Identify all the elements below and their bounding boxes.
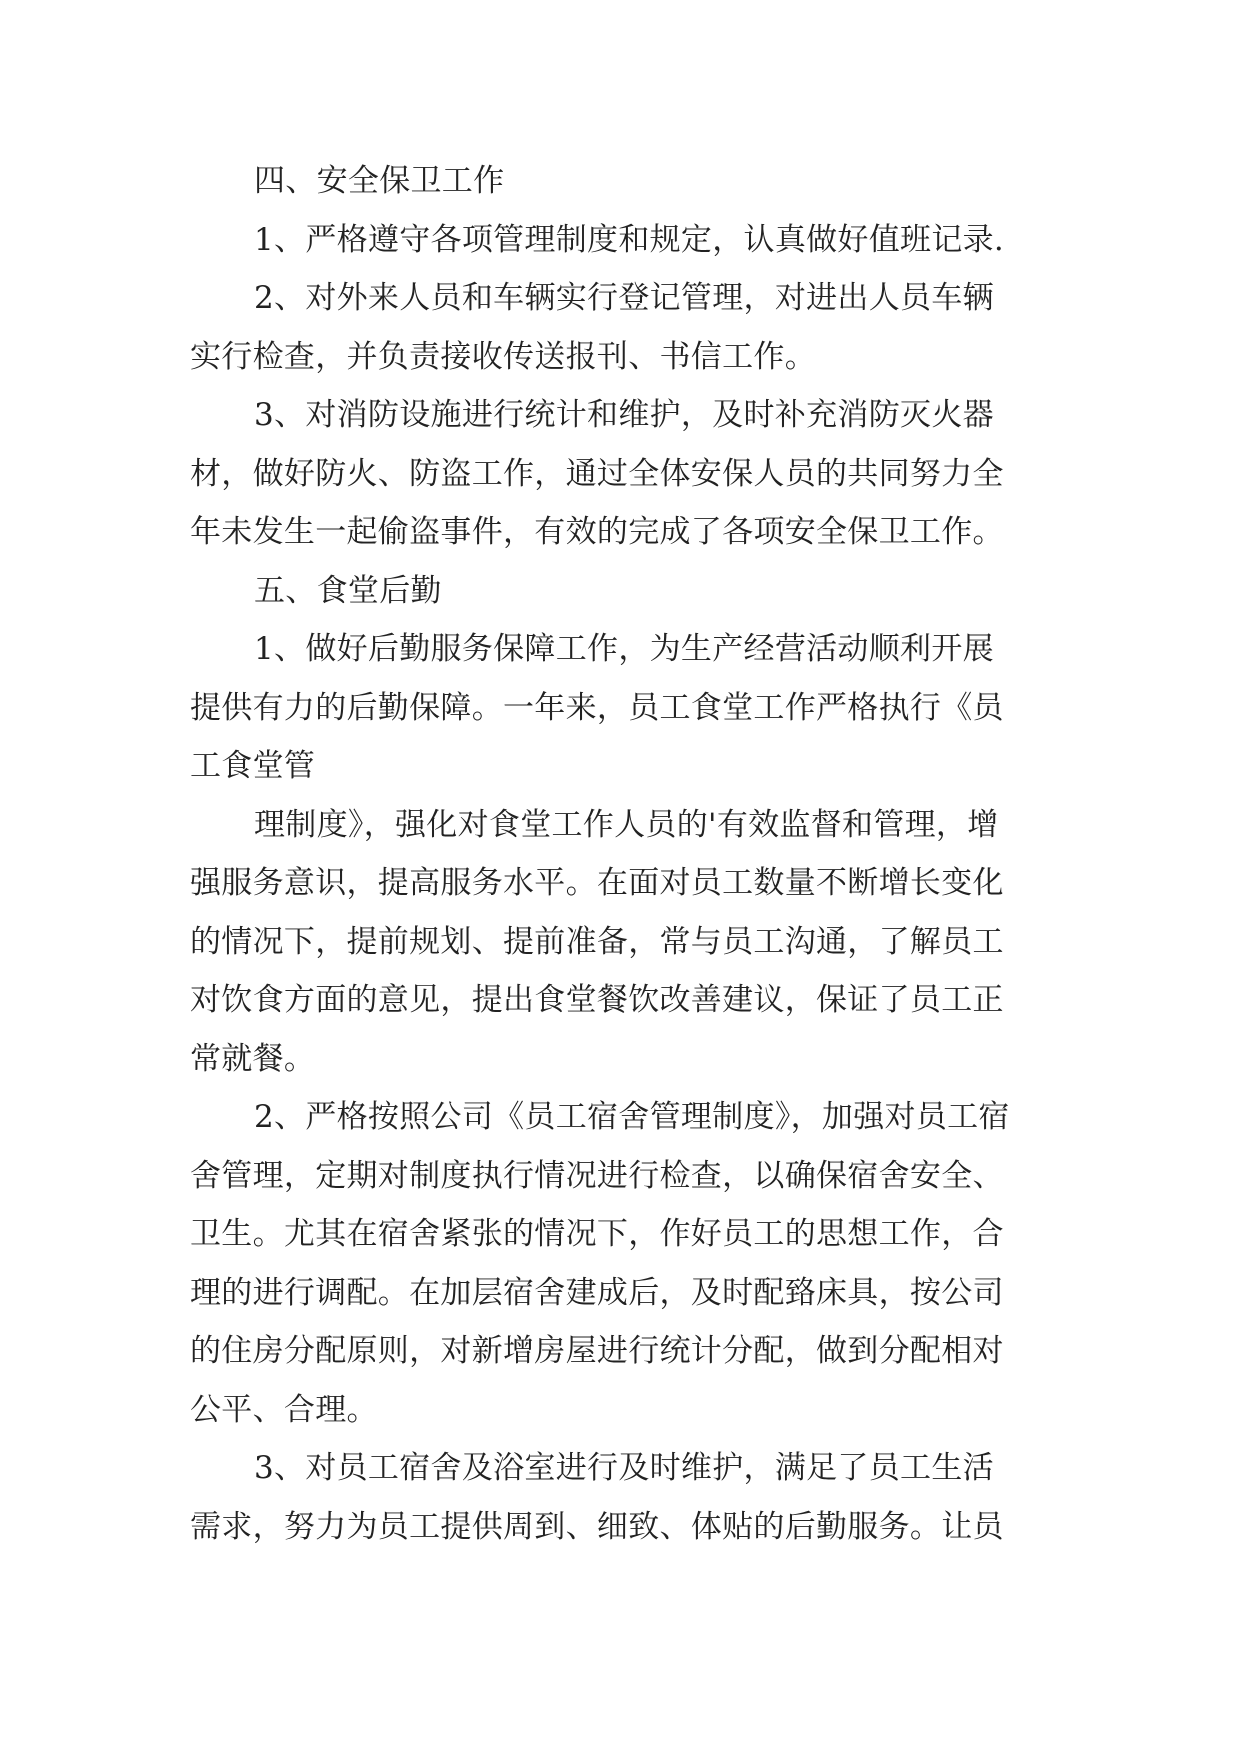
paragraph-line: 强服务意识，提高服务水平。在面对员工数量不断增长变化 <box>190 865 1004 901</box>
paragraph-line: 卫生。尤其在宿舍紧张的情况下，作好员工的思想工作，合 <box>190 1216 1004 1252</box>
paragraph-line: 的住房分配原则，对新增房屋进行统计分配，做到分配相对 <box>190 1333 1004 1369</box>
paragraph-line: 2、严格按照公司《员工宿舍管理制度》，加强对员工宿 <box>254 1099 1010 1135</box>
paragraph-line: 年未发生一起偷盗事件，有效的完成了各项安全保卫工作。 <box>190 514 1004 550</box>
paragraph-line: 的情况下，提前规划、提前准备，常与员工沟通，了解员工 <box>190 923 1004 960</box>
paragraph-line: 1、做好后勤服务保障工作，为生产经营活动顺利开展 <box>254 631 994 667</box>
paragraph-line: 理制度》，强化对食堂工作人员的'有效监督和管理，增 <box>254 806 999 843</box>
document-body <box>190 152 1070 1556</box>
paragraph-line: 公平、合理。 <box>190 1391 378 1428</box>
paragraph-line: 工食堂管 <box>190 748 316 784</box>
paragraph-line: 3、对消防设施进行统计和维护，及时补充消防灭火器 <box>254 397 994 433</box>
paragraph-line: 3、对员工宿舍及浴室进行及时维护，满足了员工生活 <box>254 1450 994 1486</box>
paragraph-line: 需求，努力为员工提供周到、细致、体贴的后勤服务。让员 <box>190 1508 1004 1545</box>
paragraph-line: 提供有力的后勤保障。一年来，员工食堂工作严格执行《员 <box>190 689 1004 726</box>
paragraph-line: 理的进行调配。在加层宿舍建成后，及时配臵床具，按公司 <box>190 1274 1004 1311</box>
paragraph-line: 舍管理，定期对制度执行情况进行检查，以确保宿舍安全、 <box>190 1157 1004 1194</box>
paragraph-line: 常就餐。 <box>190 1040 316 1077</box>
paragraph-line: 对饮食方面的意见，提出食堂餐饮改善建议，保证了员工正 <box>190 982 1004 1018</box>
section-heading-canteen: 五、食堂后勤 <box>254 572 442 609</box>
paragraph-line: 1、严格遵守各项管理制度和规定，认真做好值班记录. <box>254 221 1005 258</box>
paragraph-line: 2、对外来人员和车辆实行登记管理，对进出人员车辆 <box>254 280 994 316</box>
paragraph-line: 材，做好防火、防盗工作，通过全体安保人员的共同努力全 <box>190 455 1004 492</box>
paragraph-line: 实行检查，并负责接收传送报刊、书信工作。 <box>190 338 816 375</box>
section-heading-security: 四、安全保卫工作 <box>254 163 505 199</box>
